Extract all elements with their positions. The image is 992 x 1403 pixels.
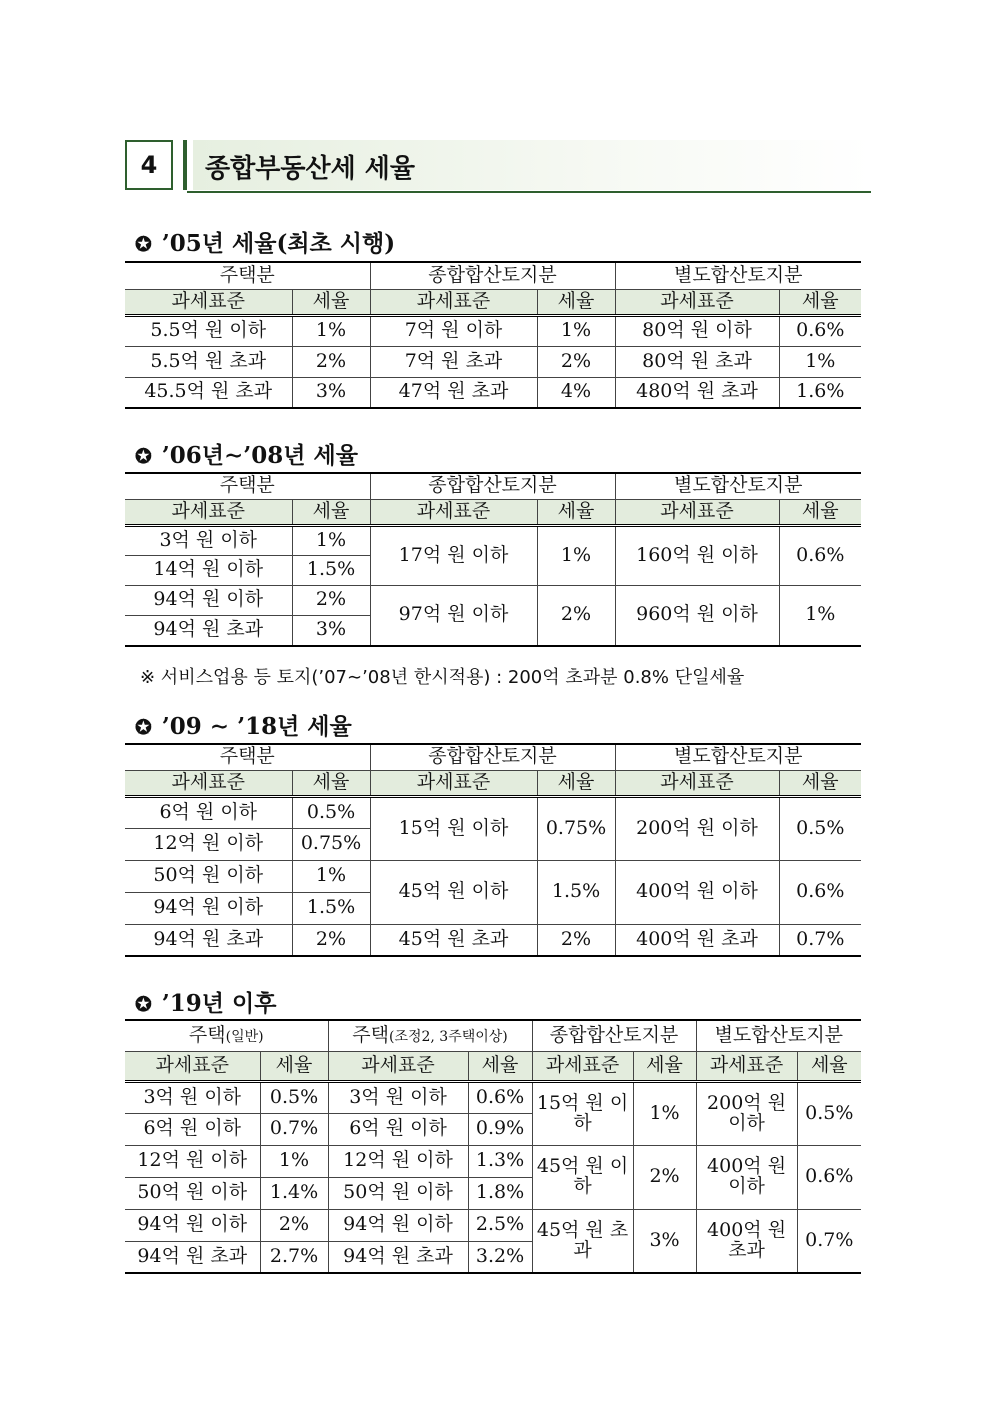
group-header: 주택분 [125,744,370,770]
table-cell: 6억 원 이하 [125,796,292,828]
table-cell: 2% [537,585,615,645]
section-2-title-text: ’06년∼’08년 세율 [161,442,358,469]
table-cell: 0.7% [779,924,861,956]
group-label: 주택 [188,1023,226,1046]
table-cell: 97억 원 이하 [370,585,537,645]
table-cell: 1% [779,585,861,645]
table-cell: 480억 원 초과 [615,377,779,408]
group-header [328,1020,532,1051]
section-1-title [135,225,395,258]
table-cell: 15억 원 이하 [370,796,537,860]
page-title: 종합부동산세 세율 [205,154,415,184]
table-cell: 0.5% [797,1081,861,1145]
table-cell: 0.5% [779,796,861,860]
group-header: 종합합산토지분 [370,262,615,289]
col-header: 과세표준 [370,770,537,796]
col-header: 과세표준 [615,289,779,315]
table-cell: 94억 원 초과 [328,1241,468,1273]
table-cell: 0.6% [797,1145,861,1209]
table-cell: 1% [292,525,370,555]
table-cell: 94억 원 이하 [125,892,292,924]
section-3-title [135,708,352,741]
table-cell: 94억 원 이하 [125,1209,260,1241]
table-cell: 0.7% [797,1209,861,1273]
table-cell: 3억 원 이하 [125,525,292,555]
group-header: 별도합산토지분 [615,262,861,289]
table-cell: 0.75% [292,828,370,860]
table-cell: 94억 원 초과 [125,1241,260,1273]
rate-table-2009-2018 [125,743,861,957]
table-cell: 0.7% [260,1113,328,1145]
table-cell: 0.6% [779,315,861,346]
section-4-title-text: ’19년 이후 [161,990,277,1017]
col-header: 세율 [779,289,861,315]
table-cell: 1.6% [779,377,861,408]
table-cell: 160억 원 이하 [615,525,779,585]
table-cell: 94억 원 이하 [125,585,292,615]
table-cell: 1% [292,315,370,346]
group-header: 종합합산토지분 [532,1020,696,1051]
col-header: 과세표준 [125,1051,260,1081]
table-cell: 2% [537,924,615,956]
table-cell: 12억 원 이하 [125,1145,260,1177]
table-cell: 960억 원 이하 [615,585,779,645]
table-cell: 1% [260,1145,328,1177]
table-cell: 45억 원 초과 [370,924,537,956]
table-cell: 6억 원 이하 [328,1113,468,1145]
table-cell: 15억 원 이하 [532,1081,633,1145]
rate-table-2005 [125,261,861,409]
table-cell: 0.6% [468,1081,532,1113]
table-cell: 94억 원 이하 [328,1209,468,1241]
table-cell: 400억 원 이하 [615,860,779,924]
group-header: 종합합산토지분 [370,473,615,499]
table-cell: 6억 원 이하 [125,1113,260,1145]
col-header: 과세표준 [328,1051,468,1081]
table-cell: 2% [292,924,370,956]
table-cell: 1% [292,860,370,892]
table-cell: 1.8% [468,1177,532,1209]
header-underline [187,191,871,193]
section-header [125,140,871,194]
table-cell: 5.5억 원 이하 [125,315,292,346]
table-cell: 400억 원 초과 [696,1209,797,1273]
group-qualifier: (조정2, 3주택이상) [388,1028,508,1045]
rate-table-2019 [125,1019,861,1274]
table-cell: 45억 원 이하 [532,1145,633,1209]
table-cell: 12억 원 이하 [328,1145,468,1177]
col-header: 세율 [537,499,615,525]
table-cell: 2% [260,1209,328,1241]
table-cell: 1.4% [260,1177,328,1209]
table-cell: 7억 원 이하 [370,315,537,346]
table-cell: 50억 원 이하 [125,1177,260,1209]
table-cell: 200억 원 이하 [696,1081,797,1145]
table-cell: 14억 원 이하 [125,555,292,585]
table-cell: 3억 원 이하 [125,1081,260,1113]
col-header: 세율 [292,499,370,525]
section-number: 4 [125,140,173,190]
col-header: 과세표준 [532,1051,633,1081]
col-header: 세율 [797,1051,861,1081]
table-cell: 80억 원 초과 [615,346,779,377]
table-cell: 400억 원 초과 [615,924,779,956]
col-header: 세율 [292,289,370,315]
table-cell: 200억 원 이하 [615,796,779,860]
col-header: 과세표준 [615,770,779,796]
table-cell: 2% [537,346,615,377]
table-cell: 2.5% [468,1209,532,1241]
table-cell: 94억 원 초과 [125,615,292,645]
col-header: 과세표준 [125,770,292,796]
table-cell: 7억 원 초과 [370,346,537,377]
section-1-title-text: ’05년 세율(최초 시행) [161,230,396,257]
table-cell: 50억 원 이하 [328,1177,468,1209]
bullet-star-icon: ✪ [135,232,152,256]
header-accent-bar [183,140,187,190]
table-cell: 1.5% [292,555,370,585]
table-cell: 0.5% [260,1081,328,1113]
col-header: 세율 [779,770,861,796]
bullet-star-icon: ✪ [135,992,152,1016]
table-cell: 0.5% [292,796,370,828]
col-header: 과세표준 [370,289,537,315]
table-cell: 12억 원 이하 [125,828,292,860]
table-cell: 3% [292,377,370,408]
table-cell: 3% [292,615,370,645]
table-cell: 2% [292,585,370,615]
table-cell: 0.6% [779,860,861,924]
col-header: 과세표준 [125,499,292,525]
bullet-star-icon: ✪ [135,715,152,739]
table-cell: 1.5% [292,892,370,924]
table-cell: 94억 원 초과 [125,924,292,956]
group-header: 종합합산토지분 [370,744,615,770]
table-cell: 3.2% [468,1241,532,1273]
col-header: 세율 [260,1051,328,1081]
table-cell: 2% [292,346,370,377]
table-cell: 1% [633,1081,696,1145]
table-cell: 47억 원 초과 [370,377,537,408]
col-header: 세율 [292,770,370,796]
col-header: 세율 [537,770,615,796]
table-cell: 4% [537,377,615,408]
table-cell: 45억 원 이하 [370,860,537,924]
bullet-star-icon: ✪ [135,444,152,468]
table-cell: 17억 원 이하 [370,525,537,585]
table-cell: 50억 원 이하 [125,860,292,892]
col-header: 과세표준 [615,499,779,525]
group-header: 별도합산토지분 [615,744,861,770]
group-qualifier: (일반) [225,1028,264,1045]
table-cell: 1% [779,346,861,377]
table-cell: 3% [633,1209,696,1273]
group-header: 별도합산토지분 [696,1020,861,1051]
section-2-title [135,437,358,470]
col-header: 과세표준 [370,499,537,525]
table-cell: 1.3% [468,1145,532,1177]
footnote: ※ 서비스업용 등 토지(’07∼’08년 한시적용) : 200억 초과분 0.8% 단일세율 [140,667,745,688]
col-header: 세율 [633,1051,696,1081]
table-cell: 0.6% [779,525,861,585]
col-header: 세율 [468,1051,532,1081]
col-header: 세율 [537,289,615,315]
col-header: 과세표준 [125,289,292,315]
table-cell: 2% [633,1145,696,1209]
table-cell: 0.75% [537,796,615,860]
table-cell: 400억 원 이하 [696,1145,797,1209]
group-header [125,1020,328,1051]
rate-table-2006-2008 [125,472,861,647]
table-cell: 45억 원 초과 [532,1209,633,1273]
section-4-title [135,985,276,1018]
table-cell: 3억 원 이하 [328,1081,468,1113]
section-3-title-text: ’09 ∼ ’18년 세율 [161,713,352,740]
table-cell: 1% [537,525,615,585]
table-cell: 5.5억 원 초과 [125,346,292,377]
col-header: 세율 [779,499,861,525]
table-cell: 0.9% [468,1113,532,1145]
table-cell: 80억 원 이하 [615,315,779,346]
group-header: 주택분 [125,473,370,499]
group-label: 주택 [352,1023,389,1046]
col-header: 과세표준 [696,1051,797,1081]
table-cell: 1% [537,315,615,346]
table-cell: 45.5억 원 초과 [125,377,292,408]
table-cell: 1.5% [537,860,615,924]
group-header: 주택분 [125,262,370,289]
table-cell: 2.7% [260,1241,328,1273]
group-header: 별도합산토지분 [615,473,861,499]
